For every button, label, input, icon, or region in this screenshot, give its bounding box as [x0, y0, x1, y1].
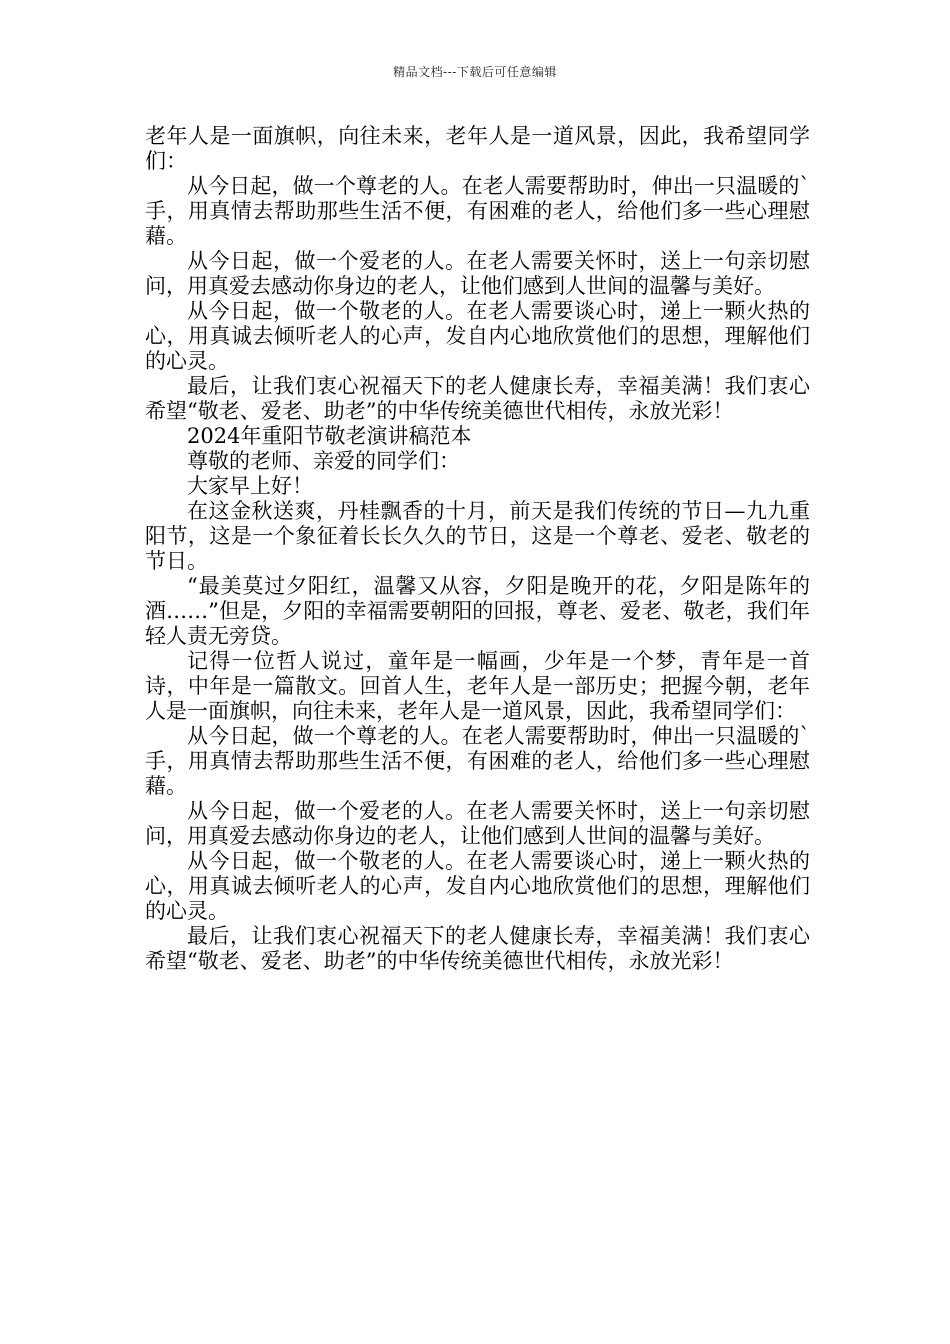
paragraph: 2024年重阳节敬老演讲稿范本 [187, 424, 472, 448]
paragraph: “最美莫过夕阳红，温馨又从容，夕阳是晚开的花，夕阳是陈年的酒……”但是，夕阳的幸福需要朝阳的回报，尊老、爱老、敬老，我们年轻人责无旁贷。 [145, 574, 810, 648]
document-body [145, 124, 810, 974]
paragraph: 尊敬的老师、亲爱的同学们： [187, 449, 460, 473]
paragraph: 在这金秋送爽，丹桂飘香的十月，前天是我们传统的节日—九九重阳节，这是一个象征着长长久久的节日，这是一个尊老、爱老、敬老的节日。 [145, 499, 810, 573]
page-header: 精品文档---下载后可任意编辑 [393, 65, 557, 79]
paragraph: 最后，让我们衷心祝福天下的老人健康长寿，幸福美满！我们衷心希望“敬老、爱老、助老”的中华传统美德世代相传，永放光彩！ [145, 924, 810, 973]
paragraph: 记得一位哲人说过，童年是一幅画，少年是一个梦，青年是一首诗，中年是一篇散文。回首人生，老年人是一部历史；把握今朝，老年人是一面旗帜，向往未来，老年人是一道风景，因此，我希望同学们： [145, 649, 810, 723]
paragraph: 最后，让我们衷心祝福天下的老人健康长寿，幸福美满！我们衷心希望“敬老、爱老、助老”的中华传统美德世代相传，永放光彩！ [145, 374, 810, 423]
paragraph: 从今日起，做一个尊老的人。在老人需要帮助时，伸出一只温暖的`手，用真情去帮助那些生活不便，有困难的老人，给他们多一些心理慰藉。 [145, 174, 810, 248]
paragraph: 从今日起，做一个爱老的人。在老人需要关怀时，送上一句亲切慰问，用真爱去感动你身边的老人，让他们感到人世间的温馨与美好。 [145, 799, 810, 848]
paragraph: 从今日起，做一个敬老的人。在老人需要谈心时，递上一颗火热的心，用真诚去倾听老人的心声，发自内心地欣赏他们的思想，理解他们的心灵。 [145, 299, 810, 373]
paragraph: 大家早上好！ [187, 474, 313, 498]
paragraph: 从今日起，做一个尊老的人。在老人需要帮助时，伸出一只温暖的`手，用真情去帮助那些生活不便，有困难的老人，给他们多一些心理慰藉。 [145, 724, 810, 798]
paragraph: 从今日起，做一个敬老的人。在老人需要谈心时，递上一颗火热的心，用真诚去倾听老人的心声，发自内心地欣赏他们的思想，理解他们的心灵。 [145, 849, 810, 923]
paragraph: 老年人是一面旗帜，向往未来，老年人是一道风景，因此，我希望同学们： [145, 124, 810, 173]
paragraph: 从今日起，做一个爱老的人。在老人需要关怀时，送上一句亲切慰问，用真爱去感动你身边的老人，让他们感到人世间的温馨与美好。 [145, 249, 810, 298]
